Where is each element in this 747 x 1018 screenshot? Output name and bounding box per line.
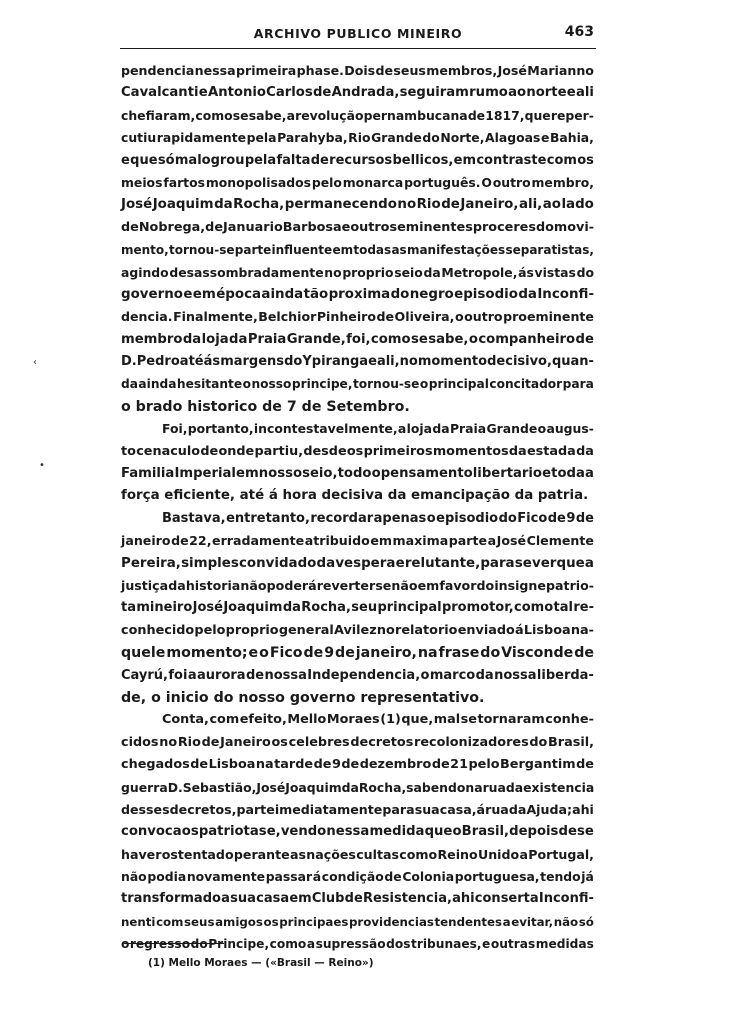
text-line: o regresso do Principe, como a supressão dos tribunaes, e outras medidas	[121, 937, 594, 952]
text-line: ta mineiro José Joaquim da Rocha, seu principal promotor, como tal re-	[121, 600, 594, 616]
text-line: Cayrú, foi a aurora de nossa Independencia, o marco da nossa liberda-	[121, 667, 594, 683]
text-line: Pereira, simples convidado da vespera e relutante, para se ver que a	[121, 555, 594, 571]
text-line: da ainda hesitante o nosso principe, tornou-se o principal concitador para	[121, 377, 594, 392]
text-line: D. Pedro até ás margens do Ypiranga e ali, no momento decisivo, quan-	[121, 354, 594, 370]
text-line: meios fartos monopolisados pelo monarca português. O outro membro,	[121, 174, 594, 190]
text-line: to cenaculo de onde partiu, desde os primeiros momentos da estada da	[121, 443, 594, 459]
text-line: chegados de Lisboa na tarde de 9 de dezembro de 21 pelo Bergantim de	[121, 757, 594, 773]
text-line: e que só malogrou pela falta de recursos bellicos, em contraste com os	[121, 152, 594, 168]
footnote: (1) Mello Moraes — («Brasil — Reino»)	[148, 957, 374, 969]
text-line: Familia Imperial em nosso seio, todo o pensamento libertario e toda a	[121, 466, 594, 482]
text-line: Cavalcanti e Antonio Carlos de Andrada, seguiram rumo ao norte e ali	[121, 85, 594, 101]
page-number: 463	[564, 24, 594, 40]
text-line: desses decretos, parte imediatamente para sua casa, á rua da Ajuda; ahi	[121, 801, 594, 817]
text-line: Bastava, entretanto, recordar apenas o episodio do Fico de 9 de	[162, 510, 594, 526]
text-line: de Nobrega, de Januario Barbosa e outros eminentes proceres do movi-	[121, 219, 595, 235]
running-header	[120, 24, 596, 49]
text-line: convoca os patriotas e, vendo nessa medida que o Brasil, depois de se	[121, 824, 594, 840]
text-line: governo e em época ainda tão proxima do negro episodio da Inconfi-	[121, 286, 594, 302]
text-line: cutiu rapidamente pela Parahyba, Rio Grande do Norte, Alagoas e Bahia,	[121, 130, 594, 146]
text-line: janeiro de 22, erradamente atribuido em maxima parte a José Clemente	[121, 533, 594, 549]
margin-mark: ‹	[33, 357, 37, 368]
text-line: dencia. Finalmente, Belchior Pinheiro de Oliveira, o outro proeminente	[121, 309, 594, 325]
text-line: o brado historico de 7 de Setembro.	[121, 398, 410, 415]
text-line: chefiaram, como se sabe, a revolução pernambucana de 1817, que reper-	[121, 107, 594, 123]
text-line: de, o inicio do nosso governo representativo.	[121, 689, 485, 706]
text-line: quele momento; e o Fico de 9 de janeiro, na frase do Visconde de	[121, 645, 594, 662]
text-line: força eficiente, até á hora decisiva da emancipação da patria.	[121, 488, 589, 504]
text-line: haver ostentado perante as nações cultas como Reino Unido a Portugal,	[121, 846, 594, 862]
text-line: justiça da historia não poderá reverter senão em favor do insigne patrio-	[121, 577, 594, 593]
text-line: cidos no Rio de Janeiro os celebres decretos recolonizadores do Brasil,	[121, 734, 594, 750]
text-line: não podia novamente passar á condição de Colonia portuguesa, tendo já	[121, 869, 594, 885]
margin-mark: •	[39, 460, 45, 471]
text-line: nenti com seus amigos os principaes providencias tendentes a evitar, não só	[121, 914, 594, 929]
text-line: guerra D. Sebastião, José Joaquim da Rocha, sabendo na rua da existencia	[121, 779, 595, 795]
text-line: transformado a sua casa em Club de Resistencia, ahi conserta Inconfi-	[121, 891, 594, 907]
running-title: ARCHIVO PUBLICO MINEIRO	[253, 26, 463, 41]
text-line: agindo desassombradamente no proprio seio da Metropole, ás vistas do	[121, 264, 594, 280]
footnote-rule	[124, 943, 224, 944]
body-text	[121, 60, 594, 956]
text-line: José Joaquim da Rocha, permanecendo no Rio de Janeiro, ali, ao lado	[121, 197, 594, 213]
text-line: conhecido pelo proprio general Avilez no relatorio enviado á Lisboa na-	[121, 622, 594, 638]
text-line: Foi, portanto, incontestavelmente, a loja da Praia Grande o augus-	[162, 421, 594, 437]
text-line: mento, tornou-se parte influente em todas as manifestações separatistas,	[121, 243, 594, 258]
text-line: membro da loja da Praia Grande, foi, como se sabe, o companheiro de	[121, 331, 594, 347]
text-line: Conta, com efeito, Mello Moraes (1) que, mal se tornaram conhe-	[162, 712, 594, 728]
text-line: pendencia nessa primeira phase. Dois de seus membros, José Marianno	[121, 63, 594, 78]
